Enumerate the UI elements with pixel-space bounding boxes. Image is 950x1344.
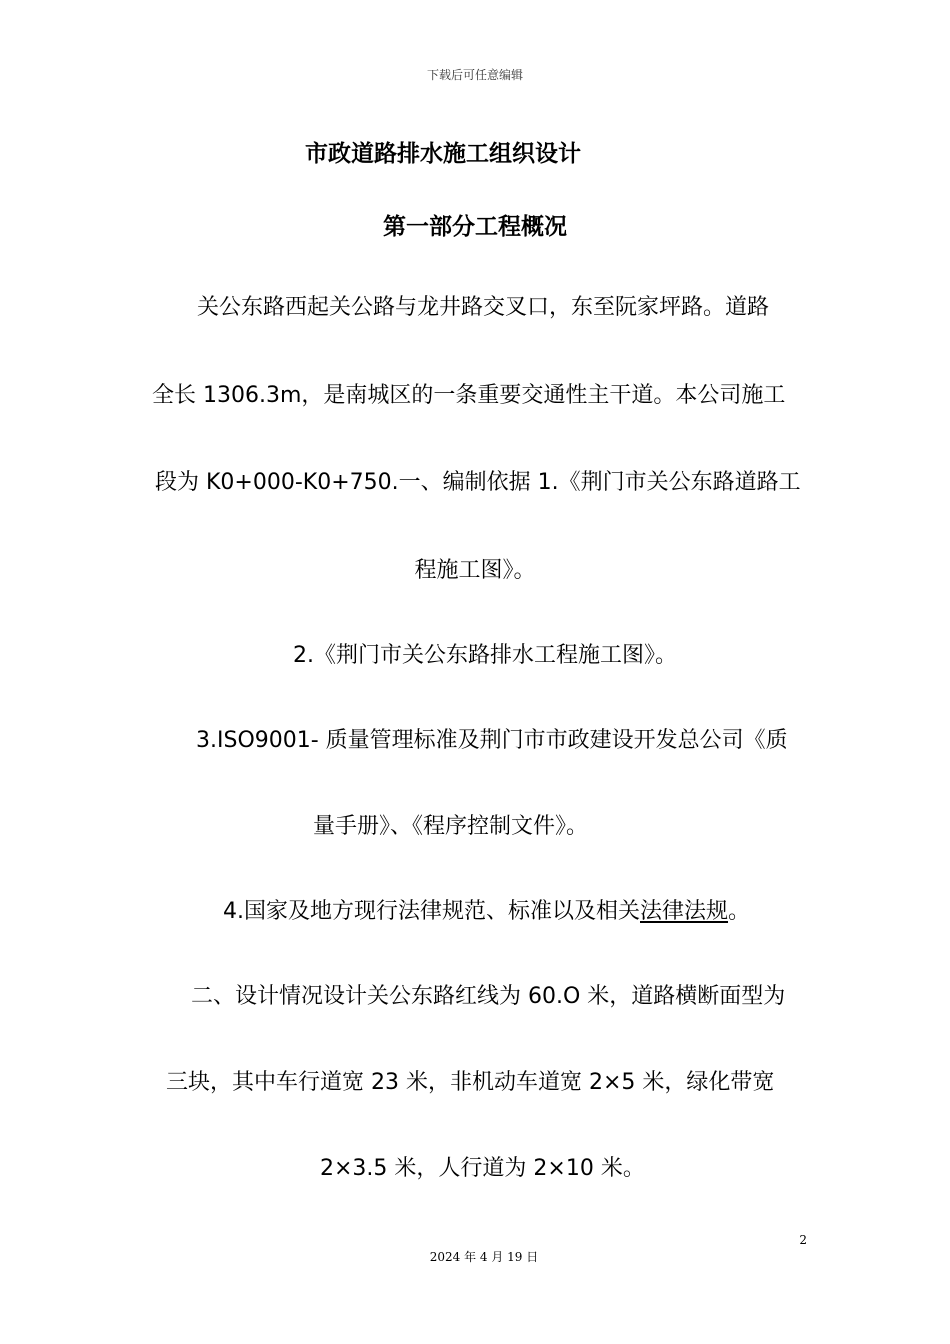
paragraph-line-8 xyxy=(223,897,750,927)
section-heading: 第一部分工程概况 xyxy=(383,214,567,240)
paragraph-line-5: 2.《荆门市关公东路排水工程施工图》。 xyxy=(293,643,677,668)
paragraph-line-4: 程施工图》。 xyxy=(414,558,536,583)
paragraph-line-7: 量手册》、《程序控制文件》。 xyxy=(313,814,589,839)
header-note: 下载后可任意编辑 xyxy=(426,68,523,82)
document-title: 市政道路排水施工组织设计 xyxy=(305,141,581,167)
paragraph-line-1: 关公东路西起关公路与龙井路交叉口，东至阮家坪路。道路 xyxy=(197,295,770,320)
paragraph-line-8-text: 4.国家及地方现行法律规范、标准以及相关 xyxy=(223,899,640,924)
footer-date: 2024 年 4 月 19 日 xyxy=(429,1250,539,1264)
paragraph-line-2: 全长 1306.3m，是南城区的一条重要交通性主干道。本公司施工 xyxy=(152,383,786,408)
page-number: 2 xyxy=(799,1233,807,1247)
laws-regulations-link[interactable]: 法律法规 xyxy=(640,899,729,924)
paragraph-line-6: 3.ISO9001- 质量管理标准及荆门市市政建设开发总公司《质 xyxy=(196,728,788,753)
paragraph-line-8-end: 。 xyxy=(728,899,751,924)
paragraph-line-10: 三块，其中车行道宽 23 米，非机动车道宽 2×5 米，绿化带宽 xyxy=(166,1070,775,1095)
paragraph-line-9: 二、设计情况设计关公东路红线为 60.O 米，道路横断面型为 xyxy=(191,984,786,1009)
paragraph-line-11: 2×3.5 米，人行道为 2×10 米。 xyxy=(320,1156,645,1181)
paragraph-line-3: 段为 K0+000-K0+750.一、编制依据 1.《荆门市关公东路道路工 xyxy=(155,470,801,495)
